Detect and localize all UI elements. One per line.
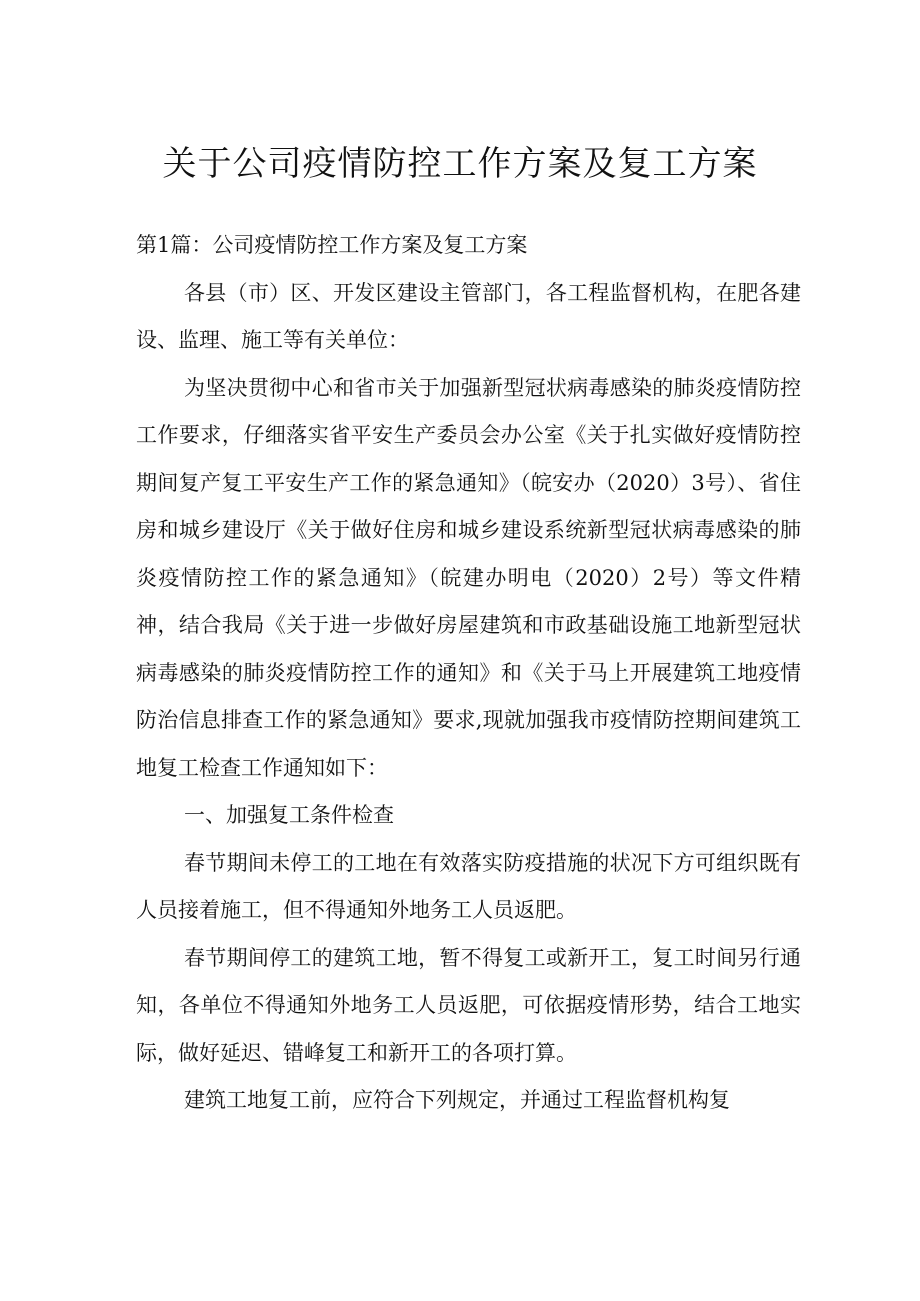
document-body <box>136 222 801 1125</box>
paragraph-background: 为坚决贯彻中心和省市关于加强新型冠状病毒感染的肺炎疫情防控工作要求，仔细落实省平安生产委员会办公室《关于扎实做好疫情防控期间复产复工平安生产工作的紧急通知》（皖安办（2020）3号）、省住房和城乡建设厅《关于做好住房和城乡建设系统新型冠状病毒感染的肺炎疫情防控工作的紧急通知》（皖建办明电（2020）2号）等文件精神，结合我局《关于进一步做好房屋建筑和市政基础设施工地新型冠状病毒感染的肺炎疫情防控工作的通知》和《关于马上开展建筑工地疫情防治信息排查工作的紧急通知》要求,现就加强我市疫情防控期间建筑工地复工检查工作通知如下： <box>136 375 801 780</box>
paragraph-stopped-sites: 春节期间停工的建筑工地，暂不得复工或新开工，复工时间另行通知，各单位不得通知外地务工人员返肥，可依据疫情形势，结合工地实际，做好延迟、错峰复工和新开工的各项打算。 <box>136 945 801 1065</box>
subsection-heading: 一、加强复工条件检查 <box>184 803 394 827</box>
paragraph-ongoing-sites: 春节期间未停工的工地在有效落实防疫措施的状况下方可组织既有人员接着施工，但不得通知外地务工人员返肥。 <box>136 850 801 922</box>
paragraph-resumption-requirements: 建筑工地复工前，应符合下列规定，并通过工程监督机构复 <box>184 1088 730 1112</box>
section-heading: 第1篇：公司疫情防控工作方案及复工方案 <box>136 233 528 257</box>
document-title: 关于公司疫情防控工作方案及复工方案 <box>162 144 758 184</box>
paragraph-addressees: 各县（市）区、开发区建设主管部门，各工程监督机构，在肥各建设、监理、施工等有关单位： <box>136 280 801 352</box>
